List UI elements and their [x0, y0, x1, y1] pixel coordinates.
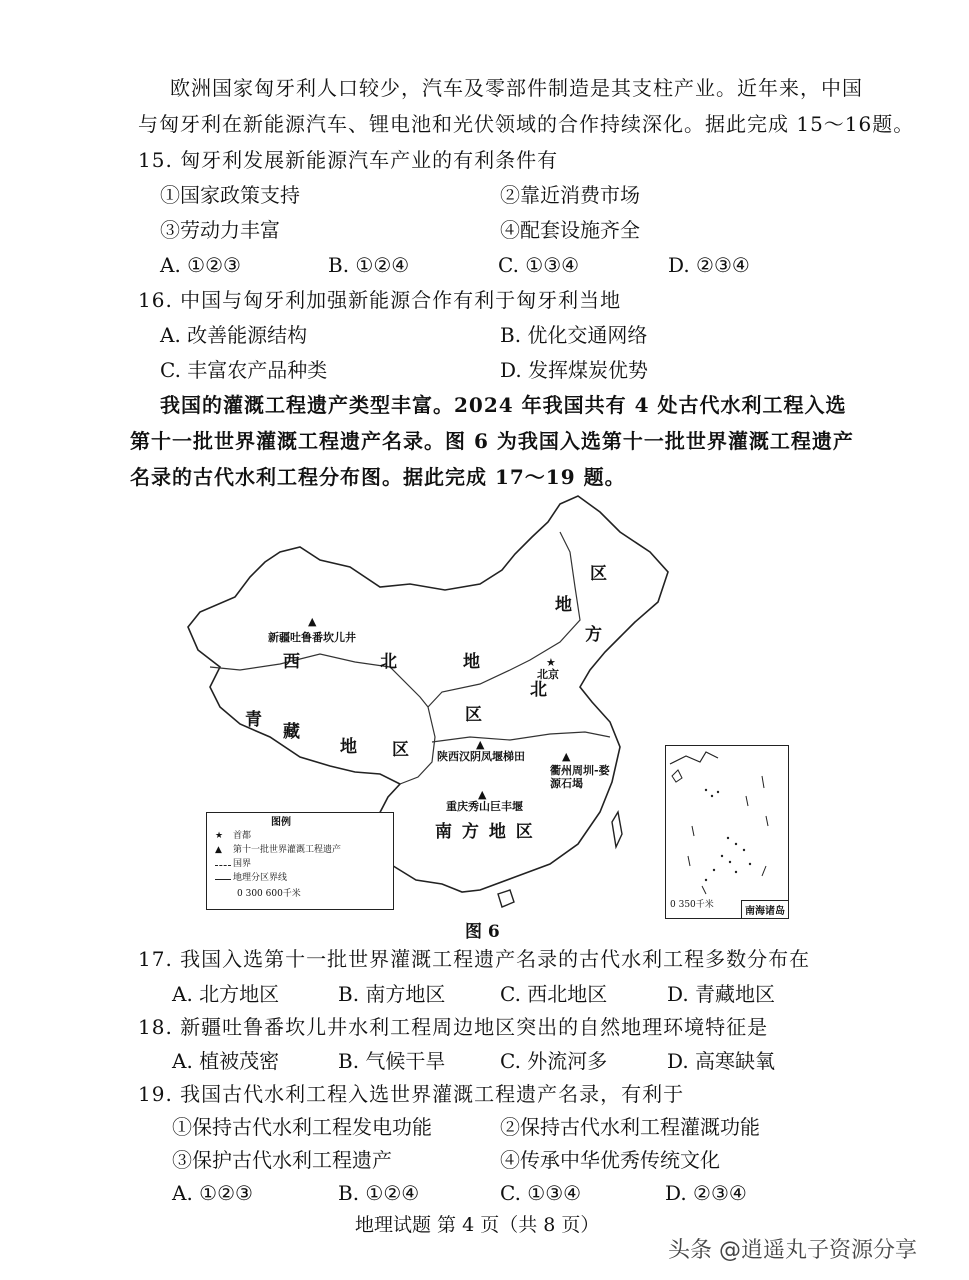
region-qingzang-char-1: 青 — [245, 710, 262, 730]
region-northwest-char-2: 北 — [380, 652, 397, 672]
q19-item-1: ①保持古代水利工程发电功能 — [172, 1115, 432, 1139]
q16-choice-a[interactable]: A. 改善能源结构 — [160, 323, 308, 347]
china-map-figure — [180, 492, 790, 922]
legend-heritage-icon: ▲ — [215, 845, 222, 855]
q18-choice-b[interactable]: B. 气候干旱 — [338, 1049, 446, 1073]
heritage-site-icon: ▲ — [476, 738, 485, 751]
region-qingzang-char-4: 区 — [392, 740, 409, 760]
legend-scale: 0 300 600千米 — [237, 889, 301, 899]
taiwan-island — [612, 812, 622, 847]
legend-capital: 首都 — [233, 831, 252, 841]
intro1-line2: 与匈牙利在新能源汽车、锂电池和光伏领域的合作持续深化。据此完成 15～16题。 — [138, 112, 915, 136]
q17-choice-c[interactable]: C. 西北地区 — [500, 982, 608, 1006]
figure-caption: 图 6 — [465, 922, 500, 942]
legend-border-line-icon — [215, 865, 231, 866]
q16-choice-d[interactable]: D. 发挥煤炭优势 — [500, 358, 649, 382]
legend-border: 国界 — [233, 859, 252, 869]
q19-choice-c[interactable]: C. ①③④ — [500, 1181, 582, 1205]
legend-division: 地理分区界线 — [233, 873, 288, 883]
inset-scale: 0 350千米 — [670, 900, 714, 910]
q19-item-2: ②保持古代水利工程灌溉功能 — [500, 1115, 760, 1139]
legend-star-icon: ★ — [215, 831, 224, 841]
q17-choice-d[interactable]: D. 青藏地区 — [667, 982, 776, 1006]
legend-title: 图例 — [271, 817, 291, 828]
q16-stem: 16. 中国与匈牙利加强新能源合作有利于匈牙利当地 — [138, 288, 622, 312]
intro2-line2: 第十一批世界灌溉工程遗产名录。图 6 为我国入选第十一批世界灌溉工程遗产 — [130, 429, 854, 453]
site-quzhou: 衢州周圳-婺源石堨 — [550, 764, 610, 790]
intro2-line1: 我国的灌溉工程遗产类型丰富。2024 年我国共有 4 处古代水利工程入选 — [160, 393, 847, 417]
capital-star-icon: ★ — [546, 656, 556, 669]
watermark: 头条 @逍遥丸子资源分享 — [668, 1238, 917, 1263]
q15-choice-c[interactable]: C. ①③④ — [498, 253, 580, 277]
legend-division-line-icon — [215, 879, 231, 880]
q19-item-3: ③保护古代水利工程遗产 — [172, 1148, 392, 1172]
q19-item-4: ④传承中华优秀传统文化 — [500, 1148, 720, 1172]
q15-choice-d[interactable]: D. ②③④ — [668, 253, 750, 277]
region-north-char-2: 地 — [555, 595, 572, 615]
legend-heritage: 第十一批世界灌溉工程遗产 — [233, 845, 342, 855]
q17-choice-a[interactable]: A. 北方地区 — [172, 982, 280, 1006]
q19-stem: 19. 我国古代水利工程入选世界灌溉工程遗产名录，有利于 — [138, 1082, 685, 1106]
q18-choice-d[interactable]: D. 高寒缺氧 — [667, 1049, 776, 1073]
q15-choice-b[interactable]: B. ①②④ — [328, 253, 410, 277]
site-xiushan: 重庆秀山巨丰堰 — [446, 800, 523, 813]
q15-choice-a[interactable]: A. ①②③ — [160, 253, 241, 277]
site-hanyin: 陕西汉阴凤堰梯田 — [437, 750, 525, 763]
q18-choice-a[interactable]: A. 植被茂密 — [172, 1049, 280, 1073]
q18-stem: 18. 新疆吐鲁番坎儿井水利工程周边地区突出的自然地理环境特征是 — [138, 1015, 769, 1039]
q16-choice-b[interactable]: B. 优化交通网络 — [500, 323, 648, 347]
q15-item-2: ②靠近消费市场 — [500, 183, 640, 207]
heritage-site-icon: ▲ — [478, 788, 487, 801]
q19-choice-b[interactable]: B. ①②④ — [338, 1181, 420, 1205]
north-south-boundary — [432, 732, 610, 742]
q18-choice-c[interactable]: C. 外流河多 — [500, 1049, 608, 1073]
q15-item-4: ④配套设施齐全 — [500, 218, 640, 242]
south-china-sea-inset — [665, 745, 789, 919]
page-footer: 地理试题 第 4 页（共 8 页） — [355, 1214, 600, 1236]
inset-label: 南海诸岛 — [741, 900, 788, 918]
q17-choice-b[interactable]: B. 南方地区 — [338, 982, 446, 1006]
map-legend — [206, 812, 394, 910]
inset-svg — [666, 746, 788, 918]
region-north-char-5: 区 — [465, 705, 482, 725]
intro2-line3: 名录的古代水利工程分布图。据此完成 17～19 题。 — [130, 465, 626, 489]
region-north-char-1: 区 — [590, 564, 607, 584]
site-turpan: 新疆吐鲁番坎儿井 — [268, 631, 356, 644]
region-northwest-char-3: 地 — [463, 652, 480, 672]
q17-stem: 17. 我国入选第十一批世界灌溉工程遗产名录的古代水利工程多数分布在 — [138, 947, 811, 971]
region-qingzang-char-2: 藏 — [283, 722, 300, 742]
q19-choice-a[interactable]: A. ①②③ — [172, 1181, 253, 1205]
q19-choice-d[interactable]: D. ②③④ — [665, 1181, 747, 1205]
region-south-label: 南 方 地 区 — [435, 822, 533, 842]
heritage-site-icon: ▲ — [308, 615, 317, 628]
region-northwest-char-1: 西 — [283, 652, 300, 672]
q15-stem: 15. 匈牙利发展新能源汽车产业的有利条件有 — [138, 148, 559, 172]
hainan-island — [498, 890, 514, 907]
region-north-char-3: 方 — [585, 625, 602, 645]
region-north-char-4: 北 — [530, 680, 547, 700]
heritage-site-icon: ▲ — [562, 750, 571, 763]
intro1-line1: 欧洲国家匈牙利人口较少，汽车及零部件制造是其支柱产业。近年来，中国 — [170, 76, 863, 100]
region-qingzang-char-3: 地 — [340, 737, 357, 757]
q15-item-3: ③劳动力丰富 — [160, 218, 280, 242]
q16-choice-c[interactable]: C. 丰富农产品种类 — [160, 358, 328, 382]
q15-item-1: ①国家政策支持 — [160, 183, 300, 207]
capital-label: 北京 — [537, 668, 559, 681]
